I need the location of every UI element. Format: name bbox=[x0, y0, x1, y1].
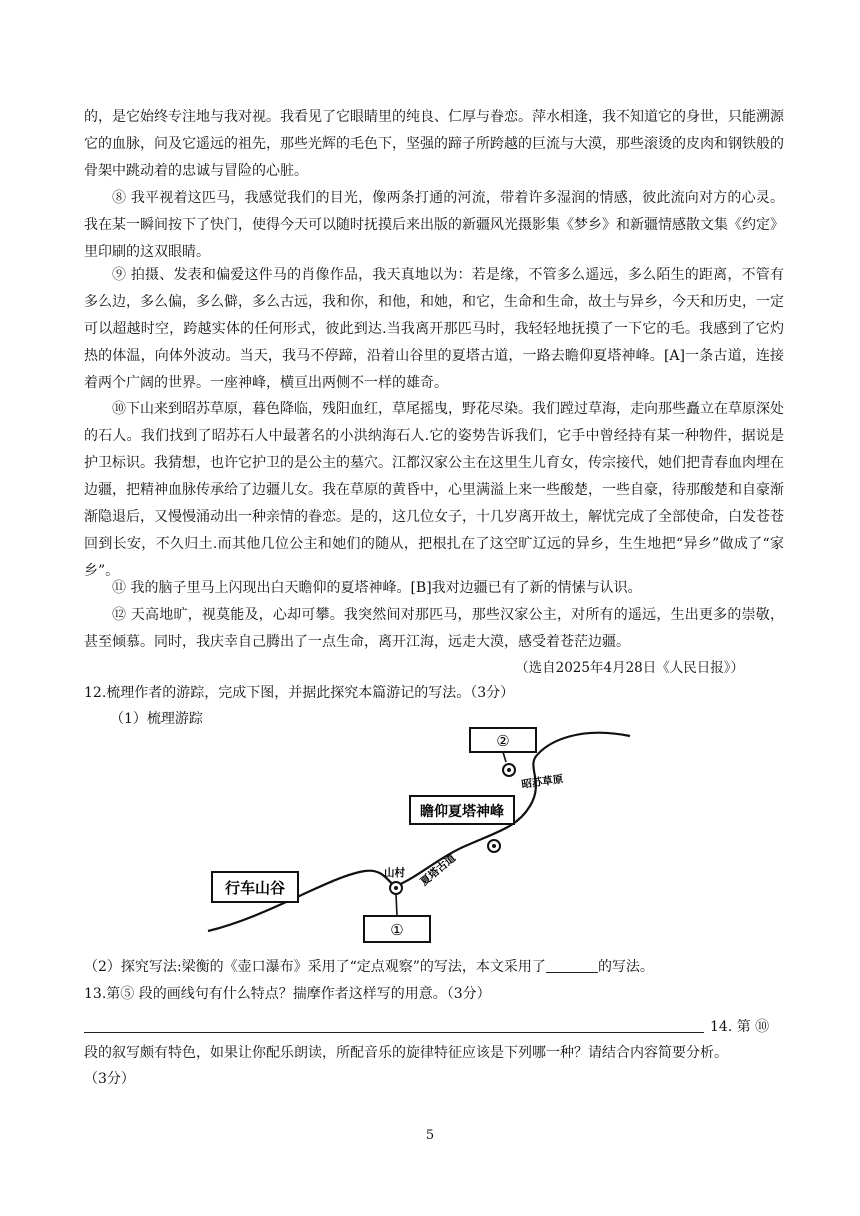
answer-blank[interactable] bbox=[546, 958, 598, 973]
answer-box-1-label: ① bbox=[390, 921, 404, 939]
question-14-score: （3分） bbox=[84, 1071, 135, 1087]
question-12: 12.梳理作者的游踪，完成下图，并据此探究本篇游记的写法。（3分） bbox=[84, 685, 515, 701]
question-12-part-2-text: （2）探究写法:梁衡的《壶口瀑布》采用了“定点观察”的写法，本文采用了 bbox=[84, 959, 546, 975]
node-grassland bbox=[503, 764, 515, 776]
question-13: 13.第⑤ 段的画线句有什么特点？揣摩作者这样写的用意。（3分） bbox=[84, 986, 491, 1002]
question-12-part-1: （1）梳理游踪 bbox=[110, 711, 203, 727]
valley-label: 行车山谷 bbox=[224, 879, 286, 897]
node-peak bbox=[488, 840, 500, 852]
peak-label: 瞻仰夏塔神峰 bbox=[420, 804, 504, 820]
road-label: 夏塔古道 bbox=[418, 852, 459, 889]
source-citation: （选自2025年4月28日《人民日报》） bbox=[515, 660, 744, 676]
paragraph-12: ⑫ 天高地旷，视莫能及，心却可攀。我突然间对那匹马，那些汉家公主，对所有的遥远，生出更多的崇敬，甚至倾慕。同时，我庆幸自己腾出了一点生命，离开江海，远走大漠，感受着苍茫边疆。 bbox=[84, 607, 784, 650]
paragraph-continued: 的，是它始终专注地与我对视。我看见了它眼睛里的纯良、仁厚与眷恋。萍水相逢，我不知道它的身世，只能溯源它的血脉，问及它遥远的祖先，那些光辉的毛色下，坚强的蹄子所跨越的巨流与大漠，那些滚烫的皮肉和钢铁般的骨架中跳动着的忠诚与冒险的心脏。 bbox=[84, 109, 784, 179]
question-12-part-2 bbox=[84, 956, 654, 976]
paragraph-10: ⑩下山来到昭苏草原，暮色降临，残阳血红，草尾摇曳，野花尽染。我们蹚过草海，走向那些矗立在草原深处的石人。我们找到了昭苏石人中最著名的小洪纳海石人.它的姿势告诉我们，它手中曾经持有某一种物件，据说是护卫标识。我猜想，也许它护卫的是公主的墓穴。江都汉家公主在这里生儿育女，传宗接代，她们把青春血肉埋在边疆，把精神血脉传承给了边疆儿女。我在草原的黄昏中，心里满溢上来一些酸楚，一些自豪，待那酸楚和自豪渐渐隐退后，又慢慢涌动出一种亲情的眷恋。是的，这几位女子，十几岁离开故土，解忧完成了全部使命，白发苍苍回到长安，不久归土.而其他几位公主和她们的随从，把根扎在了这空旷辽远的异乡，生生地把“异乡”做成了“家乡”。 bbox=[84, 401, 784, 579]
grassland-label: 昭苏草原 bbox=[520, 773, 565, 791]
question-12-part-2-end: 的写法。 bbox=[597, 959, 654, 975]
question-14-head: 14. 第 ⑩ bbox=[710, 1019, 770, 1035]
village-label: 山村 bbox=[384, 867, 405, 879]
connector-2 bbox=[503, 752, 506, 762]
answer-line[interactable] bbox=[84, 1032, 704, 1033]
paragraph-8: ⑧ 我平视着这匹马，我感觉我们的目光，像两条打通的河流，带着许多湿润的情感，彼此流向对方的心灵。我在某一瞬间按下了快门，使得今天可以随时抚摸后来出版的新疆风光摄影集《梦乡》和新疆情感散文集《约定》里印刷的这双眼睛。 bbox=[84, 190, 784, 260]
paragraph-11: ⑪ 我的脑子里马上闪现出白天瞻仰的夏塔神峰。[B]我对边疆已有了新的情愫与认识。 bbox=[112, 580, 642, 596]
answer-box-2-label: ② bbox=[496, 732, 510, 750]
node-village bbox=[390, 882, 402, 894]
question-14-body: 段的叙写颇有特色，如果让你配乐朗读，所配音乐的旋律特征应该是下列哪一种？请结合内容简要分析。 bbox=[84, 1045, 728, 1061]
paragraph-9: ⑨ 拍摄、发表和偏爱这件马的肖像作品，我天真地以为：若是缘，不管多么遥远，多么陌生的距离，不管有多么边，多么偏，多么僻，多么古远，我和你，和他，和她，和它，生命和生命，故土与异乡，今天和历史，一定可以超越时空，跨越实体的任何形式，彼此到达.当我离开那匹马时，我轻轻地抚摸了一下它的毛。我感到了它灼热的体温，向体外波动。当天，我马不停蹄，沿着山谷里的夏塔古道，一路去瞻仰夏塔神峰。[A]一条古道，连接着两个广阔的世界。一座神峰，横亘出两侧不一样的雄奇。 bbox=[84, 267, 784, 391]
connector-1 bbox=[396, 894, 397, 916]
route-map bbox=[200, 726, 640, 948]
page-number: 5 bbox=[425, 1128, 435, 1143]
